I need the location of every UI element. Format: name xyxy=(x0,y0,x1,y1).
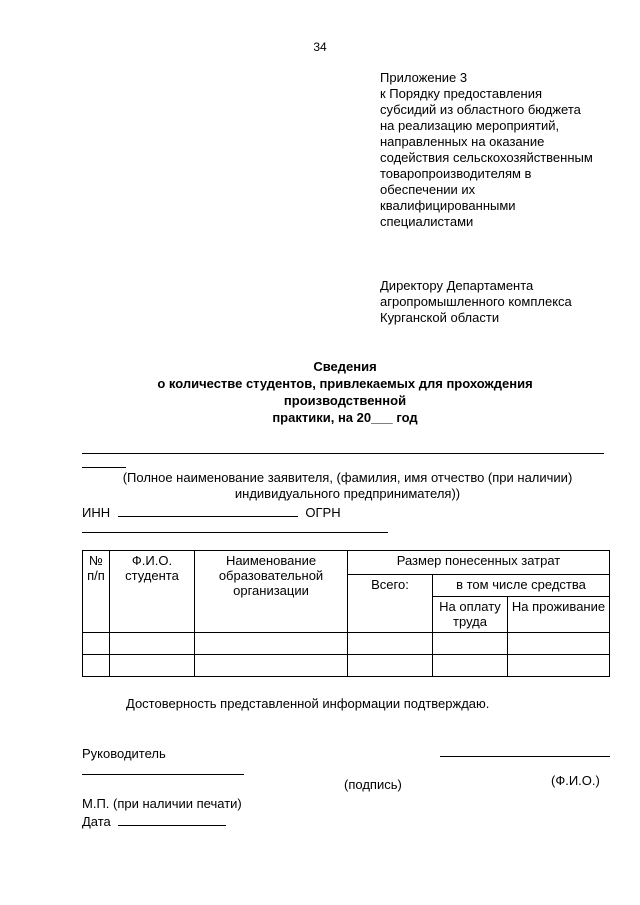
annex-line: содействия сельскохозяйственным xyxy=(380,150,593,165)
annex-line: специалистами xyxy=(380,214,474,229)
page-number: 34 xyxy=(313,40,327,54)
stamp-label: М.П. (при наличии печати) xyxy=(82,796,242,811)
confirmation-text: Достоверность представленной информации подтверждаю. xyxy=(126,696,490,711)
name-field[interactable] xyxy=(440,756,610,757)
table-cell[interactable] xyxy=(195,633,348,655)
table-cell[interactable] xyxy=(433,655,508,677)
addressee-line: агропромышленного комплекса xyxy=(380,294,572,309)
document-title xyxy=(80,358,610,426)
caption-line: индивидуального предпринимателя)) xyxy=(234,486,461,501)
annex-line: субсидий из областного бюджета xyxy=(380,102,581,117)
header-organization: Наименование образовательной организации xyxy=(195,551,348,633)
annex-line: Приложение 3 xyxy=(380,70,468,85)
inn-label: ИНН xyxy=(82,505,111,520)
students-table xyxy=(82,550,610,677)
header-housing: На проживание xyxy=(508,597,610,633)
applicant-name-line[interactable] xyxy=(82,453,604,454)
caption-line: (Полное наименование заявителя, (фамилия, имя отчество (при наличии) xyxy=(122,470,573,485)
annex-line: к Порядку предоставления xyxy=(380,86,542,101)
table-cell[interactable] xyxy=(433,633,508,655)
table-cell[interactable] xyxy=(83,633,110,655)
header-including: в том числе средства xyxy=(433,575,610,597)
ogrn-field[interactable] xyxy=(82,532,388,533)
inn-field[interactable] xyxy=(118,504,298,517)
header-costs: Размер понесенных затрат xyxy=(348,551,610,575)
table-cell[interactable] xyxy=(83,655,110,677)
date-field[interactable] xyxy=(118,813,226,826)
table-cell[interactable] xyxy=(348,655,433,677)
header-student-name: Ф.И.О. студента xyxy=(110,551,195,633)
header-total: Всего: xyxy=(348,575,433,633)
inn-ogrn-row xyxy=(82,504,341,520)
addressee-line: Курганской области xyxy=(380,310,500,325)
title-line: Сведения xyxy=(313,359,377,374)
header-number: № п/п xyxy=(83,551,110,633)
annex-line: товаропроизводителям в xyxy=(380,166,532,181)
annex-line: квалифицированными xyxy=(380,198,516,213)
annex-block xyxy=(380,70,630,230)
header-tuition: На оплату труда xyxy=(433,597,508,633)
addressee-block xyxy=(380,278,630,326)
head-label: Руководитель xyxy=(82,746,166,761)
table-cell[interactable] xyxy=(508,633,610,655)
table-cell[interactable] xyxy=(110,633,195,655)
annex-line: на реализацию мероприятий, xyxy=(380,118,560,133)
title-line: производственной xyxy=(283,393,407,408)
applicant-name-line-continued[interactable] xyxy=(82,467,126,468)
table-row xyxy=(83,633,610,655)
table-cell[interactable] xyxy=(348,633,433,655)
table-cell[interactable] xyxy=(110,655,195,677)
table-row xyxy=(83,655,610,677)
applicant-caption xyxy=(95,470,600,502)
annex-line: обеспечении их xyxy=(380,182,476,197)
addressee-line: Директору Департамента xyxy=(380,278,534,293)
title-line: практики, на 20___ год xyxy=(272,410,418,425)
table-cell[interactable] xyxy=(508,655,610,677)
annex-line: направленных на оказание xyxy=(380,134,545,149)
signature-caption: (подпись) xyxy=(344,777,402,792)
ogrn-label: ОГРН xyxy=(305,505,341,520)
date-row xyxy=(82,813,226,829)
title-line: о количестве студентов, привлекаемых для прохождения xyxy=(157,376,533,391)
date-label: Дата xyxy=(82,814,111,829)
table-cell[interactable] xyxy=(195,655,348,677)
name-caption: (Ф.И.О.) xyxy=(551,773,600,788)
signature-field[interactable] xyxy=(82,774,244,775)
